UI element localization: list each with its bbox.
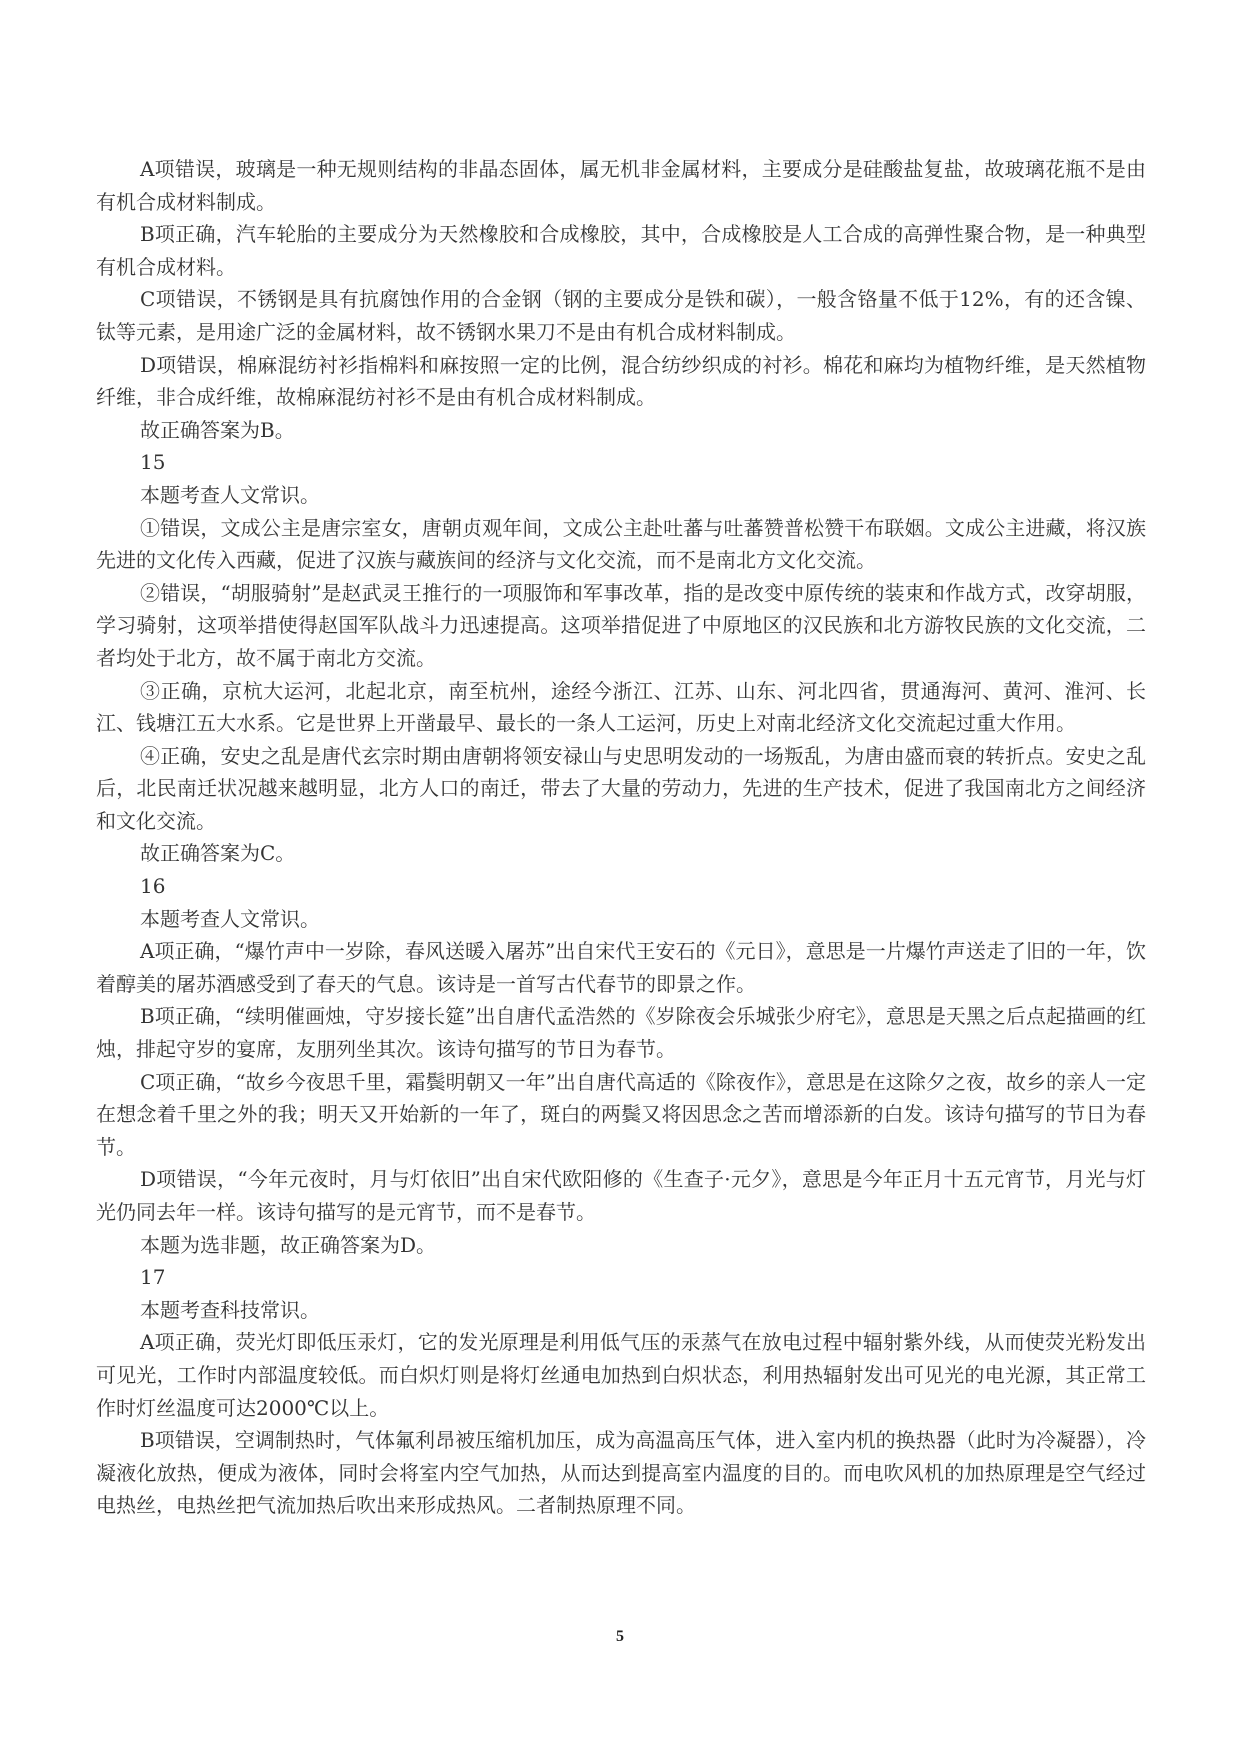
- paragraph: 15: [140, 450, 166, 475]
- paragraph: 故正确答案为C。: [140, 841, 296, 866]
- paragraph: C项正确，“故乡今夜思千里，霜鬓明朝又一年”出自唐代高适的《除夜作》，意思是在这除夕之夜，故乡的亲人一定在想念着千里之外的我；明天又开始新的一年了，斑白的两鬓又将因思念之苦而增添新的白发。该诗句描写的节日为春节。: [96, 1069, 1146, 1159]
- paragraph: A项正确，荧光灯即低压汞灯，它的发光原理是利用低气压的汞蒸气在放电过程中辐射紫外线，从而使荧光粉发出可见光，工作时内部温度较低。而白炽灯则是将灯丝通电加热到白炽状态，利用热辐射发出可见光的电光源，其正常工作时灯丝温度可达2000℃以上。: [96, 1330, 1146, 1420]
- paragraph: A项正确，“爆竹声中一岁除，春风送暖入屠苏”出自宋代王安石的《元日》，意思是一片爆竹声送走了旧的一年，饮着醇美的屠苏酒感受到了春天的气息。该诗是一首写古代春节的即景之作。: [96, 939, 1146, 996]
- paragraph: 本题考查人文常识。: [140, 482, 320, 507]
- page-number: 5: [616, 1628, 624, 1645]
- document-body: [96, 153, 1146, 1522]
- paragraph: ②错误，“胡服骑射”是赵武灵王推行的一项服饰和军事改革，指的是改变中原传统的装束和作战方式，改穿胡服，学习骑射，这项举措使得赵国军队战斗力迅速提高。这项举措促进了中原地区的汉民族和北方游牧民族的文化交流，二者均处于北方，故不属于南北方交流。: [96, 580, 1146, 670]
- paragraph: B项正确，“续明催画烛，守岁接长筵”出自唐代孟浩然的《岁除夜会乐城张少府宅》，意思是天黑之后点起描画的红烛，排起守岁的宴席，友朋列坐其次。该诗句描写的节日为春节。: [96, 1004, 1146, 1062]
- paragraph: 本题考查科技常识。: [140, 1297, 320, 1322]
- paragraph: 16: [140, 874, 166, 899]
- paragraph: ③正确，京杭大运河，北起北京，南至杭州，途经今浙江、江苏、山东、河北四省，贯通海河、黄河、淮河、长江、钱塘江五大水系。它是世界上开凿最早、最长的一条人工运河，历史上对南北经济文化交流起过重大作用。: [96, 678, 1146, 736]
- paragraph: ④正确，安史之乱是唐代玄宗时期由唐朝将领安禄山与史思明发动的一场叛乱，为唐由盛而衰的转折点。安史之乱后，北民南迁状况越来越明显，北方人口的南迁，带去了大量的劳动力，先进的生产技术，促进了我国南北方之间经济和文化交流。: [96, 743, 1146, 833]
- paragraph: ①错误，文成公主是唐宗室女，唐朝贞观年间，文成公主赴吐蕃与吐蕃赞普松赞干布联姻。文成公主进藏，将汉族先进的文化传入西藏，促进了汉族与藏族间的经济与文化交流，而不是南北方文化交流。: [96, 515, 1146, 573]
- paragraph: 17: [140, 1265, 166, 1290]
- paragraph: D项错误，棉麻混纺衬衫指棉料和麻按照一定的比例，混合纺纱织成的衬衫。棉花和麻均为植物纤维，是天然植物纤维，非合成纤维，故棉麻混纺衬衫不是由有机合成材料制成。: [96, 352, 1146, 410]
- paragraph: C项错误，不锈钢是具有抗腐蚀作用的合金钢（钢的主要成分是铁和碳），一般含铬量不低于12%，有的还含镍、钛等元素，是用途广泛的金属材料，故不锈钢水果刀不是由有机合成材料制成。: [96, 287, 1146, 344]
- paragraph: 故正确答案为B。: [140, 417, 295, 442]
- paragraph: A项错误，玻璃是一种无规则结构的非晶态固体，属无机非金属材料，主要成分是硅酸盐复盐，故玻璃花瓶不是由有机合成材料制成。: [96, 157, 1146, 214]
- paragraph: B项错误，空调制热时，气体氟利昂被压缩机加压，成为高温高压气体，进入室内机的换热器（此时为冷凝器），冷凝液化放热，便成为液体，同时会将室内空气加热，从而达到提高室内温度的目的。而电吹风机的加热原理是空气经过电热丝，电热丝把气流加热后吹出来形成热风。二者制热原理不同。: [96, 1428, 1146, 1518]
- paragraph: 本题为选非题，故正确答案为D。: [140, 1232, 437, 1257]
- paragraph: D项错误，“今年元夜时，月与灯依旧”出自宋代欧阳修的《生查子·元夕》，意思是今年正月十五元宵节，月光与灯光仍同去年一样。该诗句描写的是元宵节，而不是春节。: [96, 1167, 1146, 1224]
- paragraph: 本题考查人文常识。: [140, 906, 320, 931]
- paragraph: B项正确，汽车轮胎的主要成分为天然橡胶和合成橡胶，其中，合成橡胶是人工合成的高弹性聚合物，是一种典型有机合成材料。: [96, 222, 1146, 279]
